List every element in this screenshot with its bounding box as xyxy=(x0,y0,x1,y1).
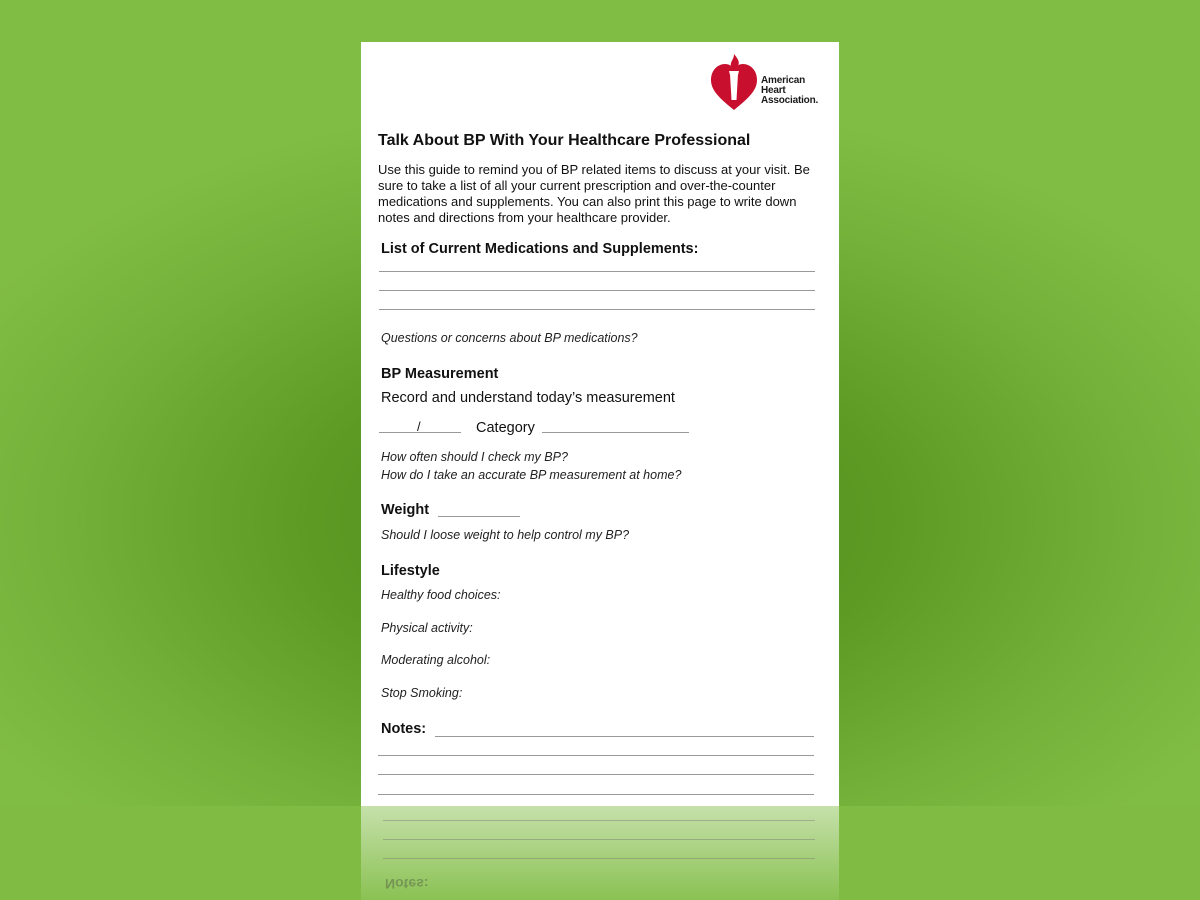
measurement-question-1: How often should I check my BP? xyxy=(381,450,568,464)
page-title: Talk About BP With Your Healthcare Professional xyxy=(378,132,751,149)
category-label: Category xyxy=(476,420,535,436)
bp-discussion-guide-sheet xyxy=(361,42,839,806)
notes-write-line xyxy=(378,774,814,775)
lifestyle-heading: Lifestyle xyxy=(381,563,440,579)
reflection-line xyxy=(383,858,815,859)
weight-question: Should I loose weight to help control my BP? xyxy=(381,528,630,542)
bp-measurement-subheading: Record and understand today’s measurement xyxy=(381,390,675,406)
logo-line-3: Association. xyxy=(761,95,819,106)
reflection-line xyxy=(383,839,815,840)
medications-question: Questions or concerns about BP medications? xyxy=(381,331,638,345)
lifestyle-item: Healthy food choices: xyxy=(381,588,501,602)
reflection-notes-text: Notes: xyxy=(385,876,429,892)
reflection-line xyxy=(383,820,815,821)
medications-write-line xyxy=(379,290,815,291)
aha-logo-text xyxy=(761,76,818,106)
sheet-reflection xyxy=(361,806,839,900)
category-write-line xyxy=(542,432,689,433)
logo-line-1: American xyxy=(761,75,805,86)
heart-torch-icon xyxy=(709,52,759,112)
notes-heading: Notes: xyxy=(381,721,427,737)
medications-write-line xyxy=(379,271,815,272)
aha-logo xyxy=(709,52,819,112)
weight-write-line xyxy=(438,516,520,517)
bp-slash: / xyxy=(417,419,421,434)
lifestyle-item: Stop Smoking: xyxy=(381,686,463,700)
lifestyle-item: Moderating alcohol: xyxy=(381,653,491,667)
bp-measurement-heading: BP Measurement xyxy=(381,366,499,382)
logo-line-2: Heart xyxy=(761,85,786,96)
lifestyle-item: Physical activity: xyxy=(381,621,473,635)
measurement-question-2: How do I take an accurate BP measurement at home? xyxy=(381,468,682,482)
medications-heading: List of Current Medications and Supplements: xyxy=(381,241,699,257)
notes-write-line xyxy=(435,736,814,737)
intro-paragraph: Use this guide to remind you of BP related items to discuss at your visit. Be sure to take a list of all your current prescription and over-the-counter medications and supplements. You can also print this page to write down notes and directions from your healthcare provider. xyxy=(378,162,810,225)
notes-write-line xyxy=(378,794,814,795)
notes-write-line xyxy=(378,755,814,756)
weight-heading: Weight xyxy=(381,502,430,518)
medications-write-line xyxy=(379,309,815,310)
